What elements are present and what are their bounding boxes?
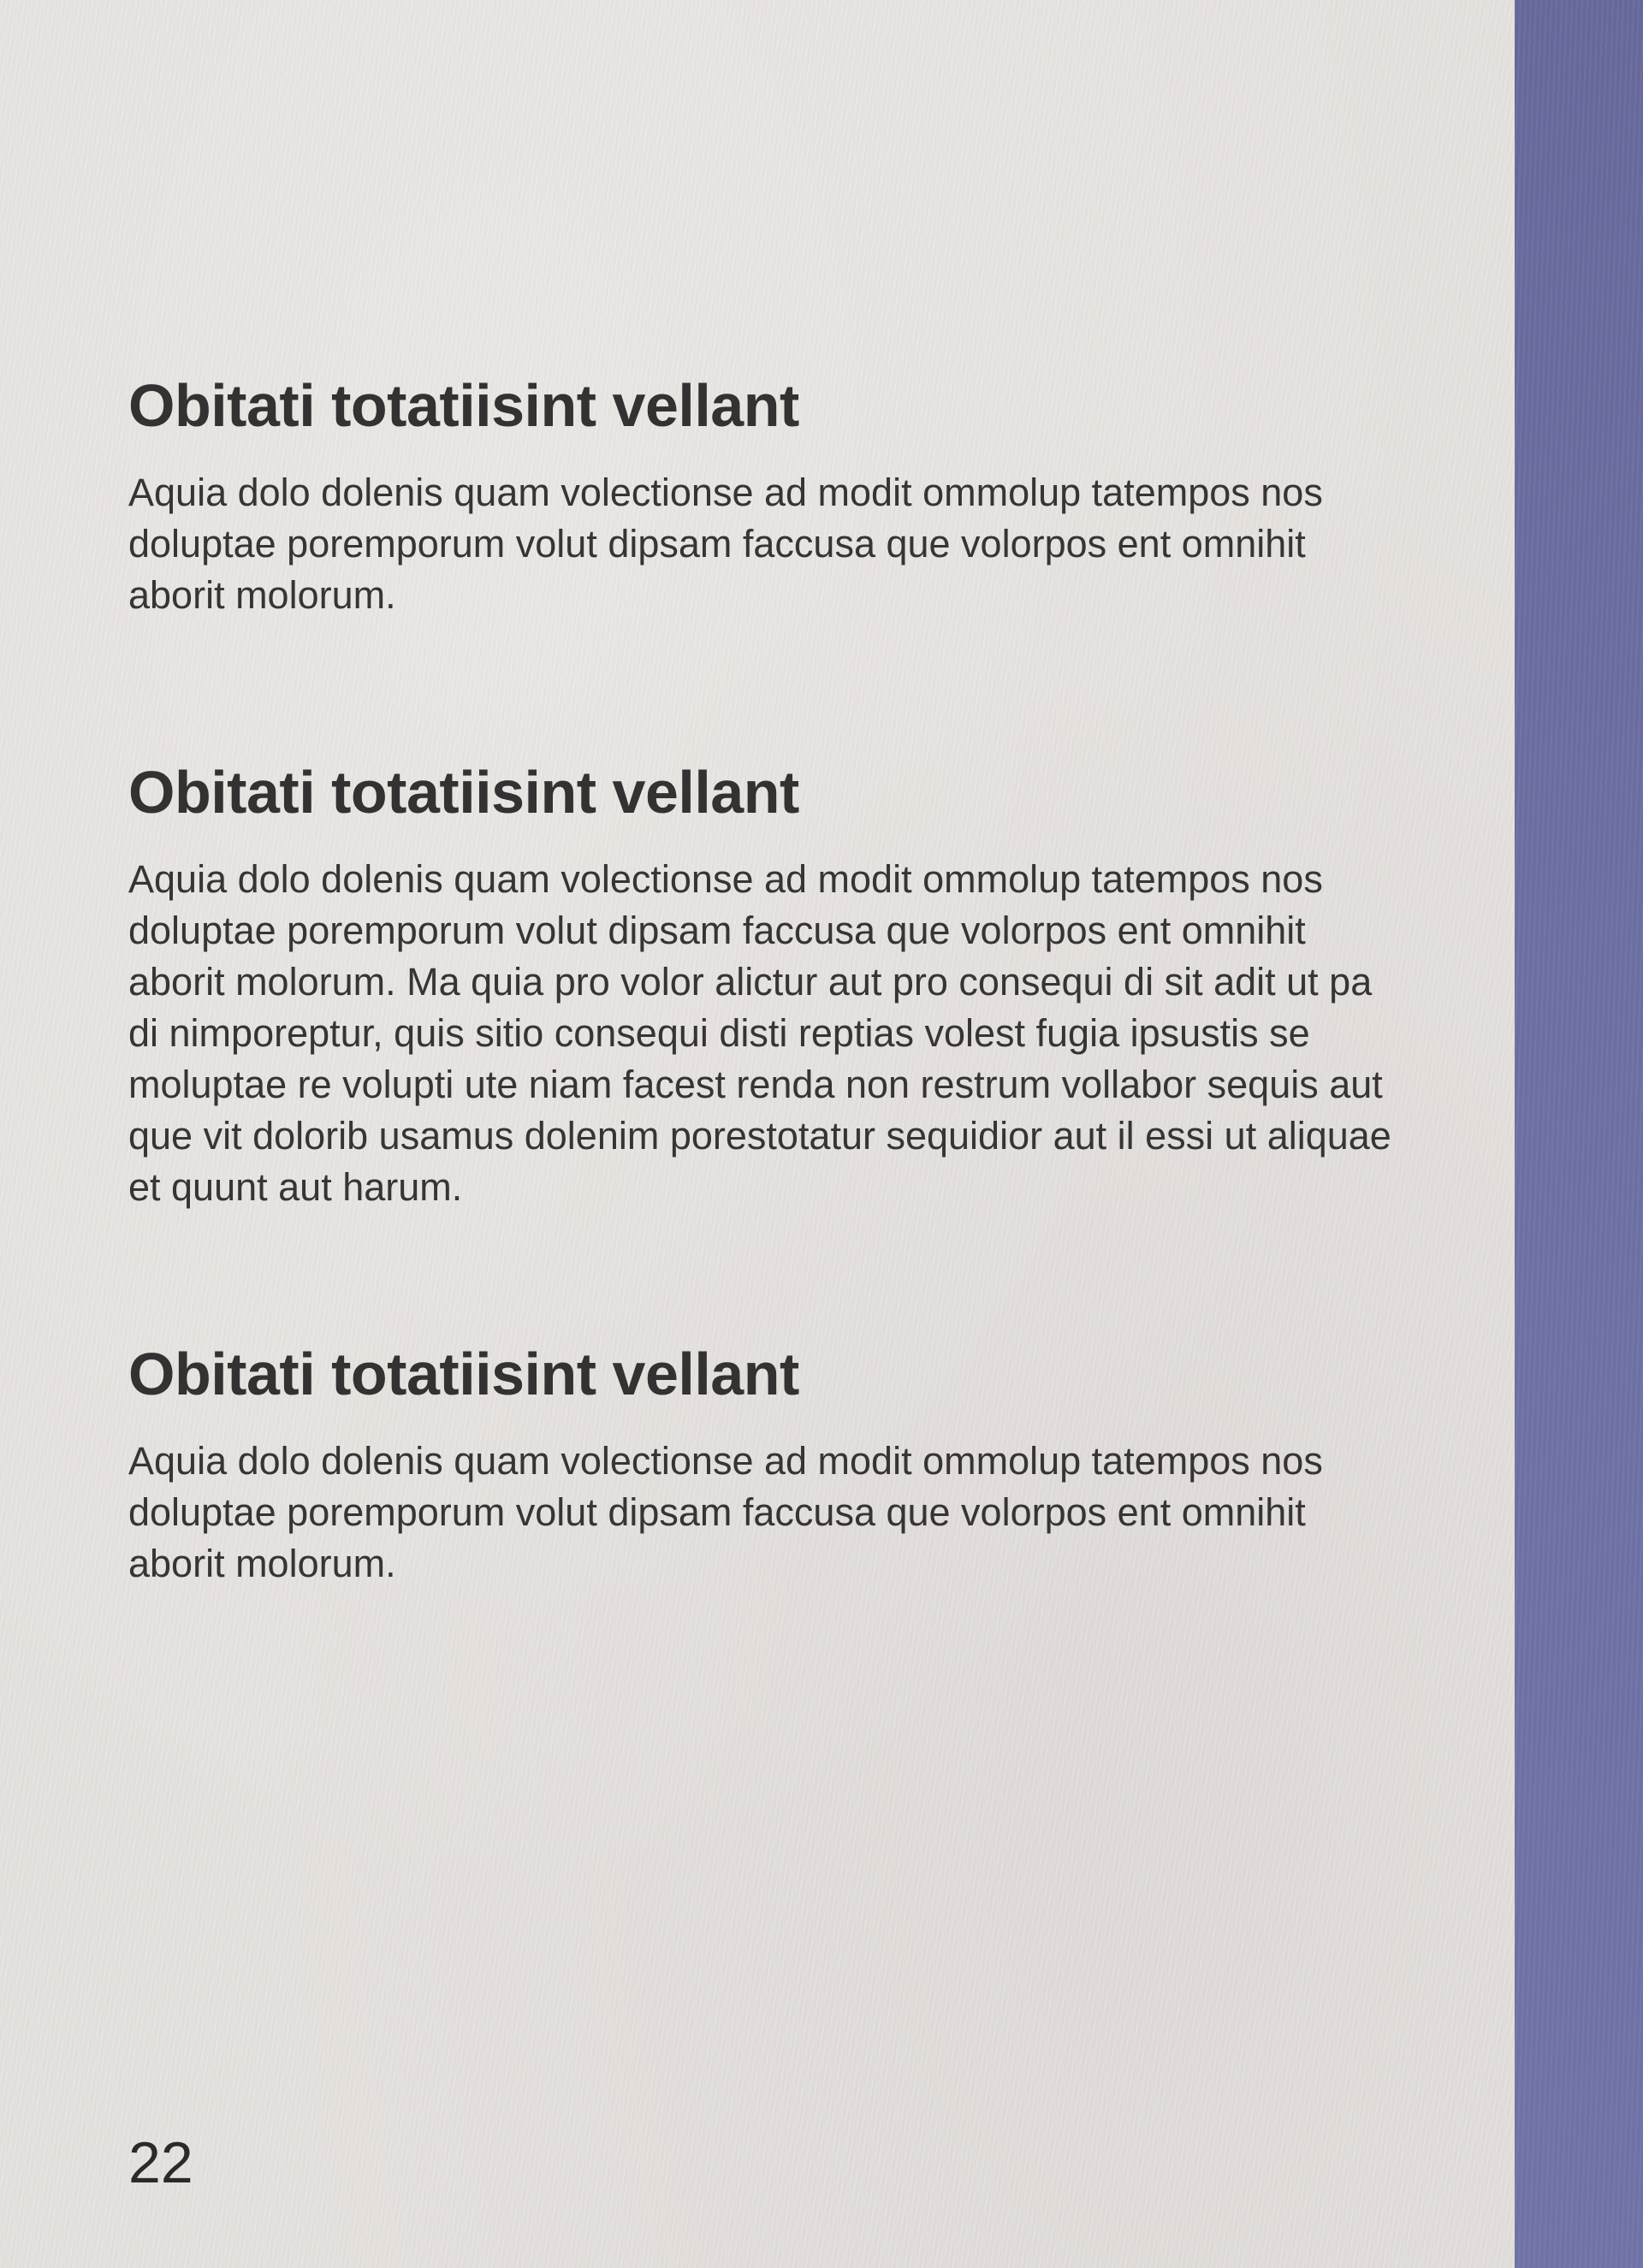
text-section-3	[128, 1338, 1412, 1590]
section-body: Aquia dolo dolenis quam volectionse ad modit ommolup tatempos nos doluptae poremporum volut dipsam faccusa que volorpos ent omnihit aborit molorum.	[128, 471, 1323, 617]
section-heading: Obitati totatiisint vellant	[128, 1341, 799, 1407]
section-heading: Obitati totatiisint vellant	[128, 759, 799, 826]
side-color-band	[1515, 0, 1643, 2268]
section-body: Aquia dolo dolenis quam volectionse ad modit ommolup tatempos nos doluptae poremporum volut dipsam faccusa que volorpos ent omnihit aborit molorum.	[128, 1439, 1323, 1585]
page-number: 22	[128, 2130, 193, 2195]
text-section-1	[128, 370, 1412, 621]
section-heading: Obitati totatiisint vellant	[128, 372, 799, 439]
section-body: Aquia dolo dolenis quam volectionse ad modit ommolup tatempos nos doluptae poremporum volut dipsam faccusa que volorpos ent omnihit aborit molorum. Ma quia pro volor alictur aut pro consequi di sit adit ut pa di nimporeptur, quis sitio consequi disti reptias volest fugia ipsustis se moluptae re volupti ute niam facest renda non restrum vollabor sequis aut que vit dolorib usamus dolenim porestotatur sequidior aut il essi ut aliquae et quunt aut harum.	[128, 857, 1391, 1209]
text-section-2	[128, 756, 1412, 1213]
